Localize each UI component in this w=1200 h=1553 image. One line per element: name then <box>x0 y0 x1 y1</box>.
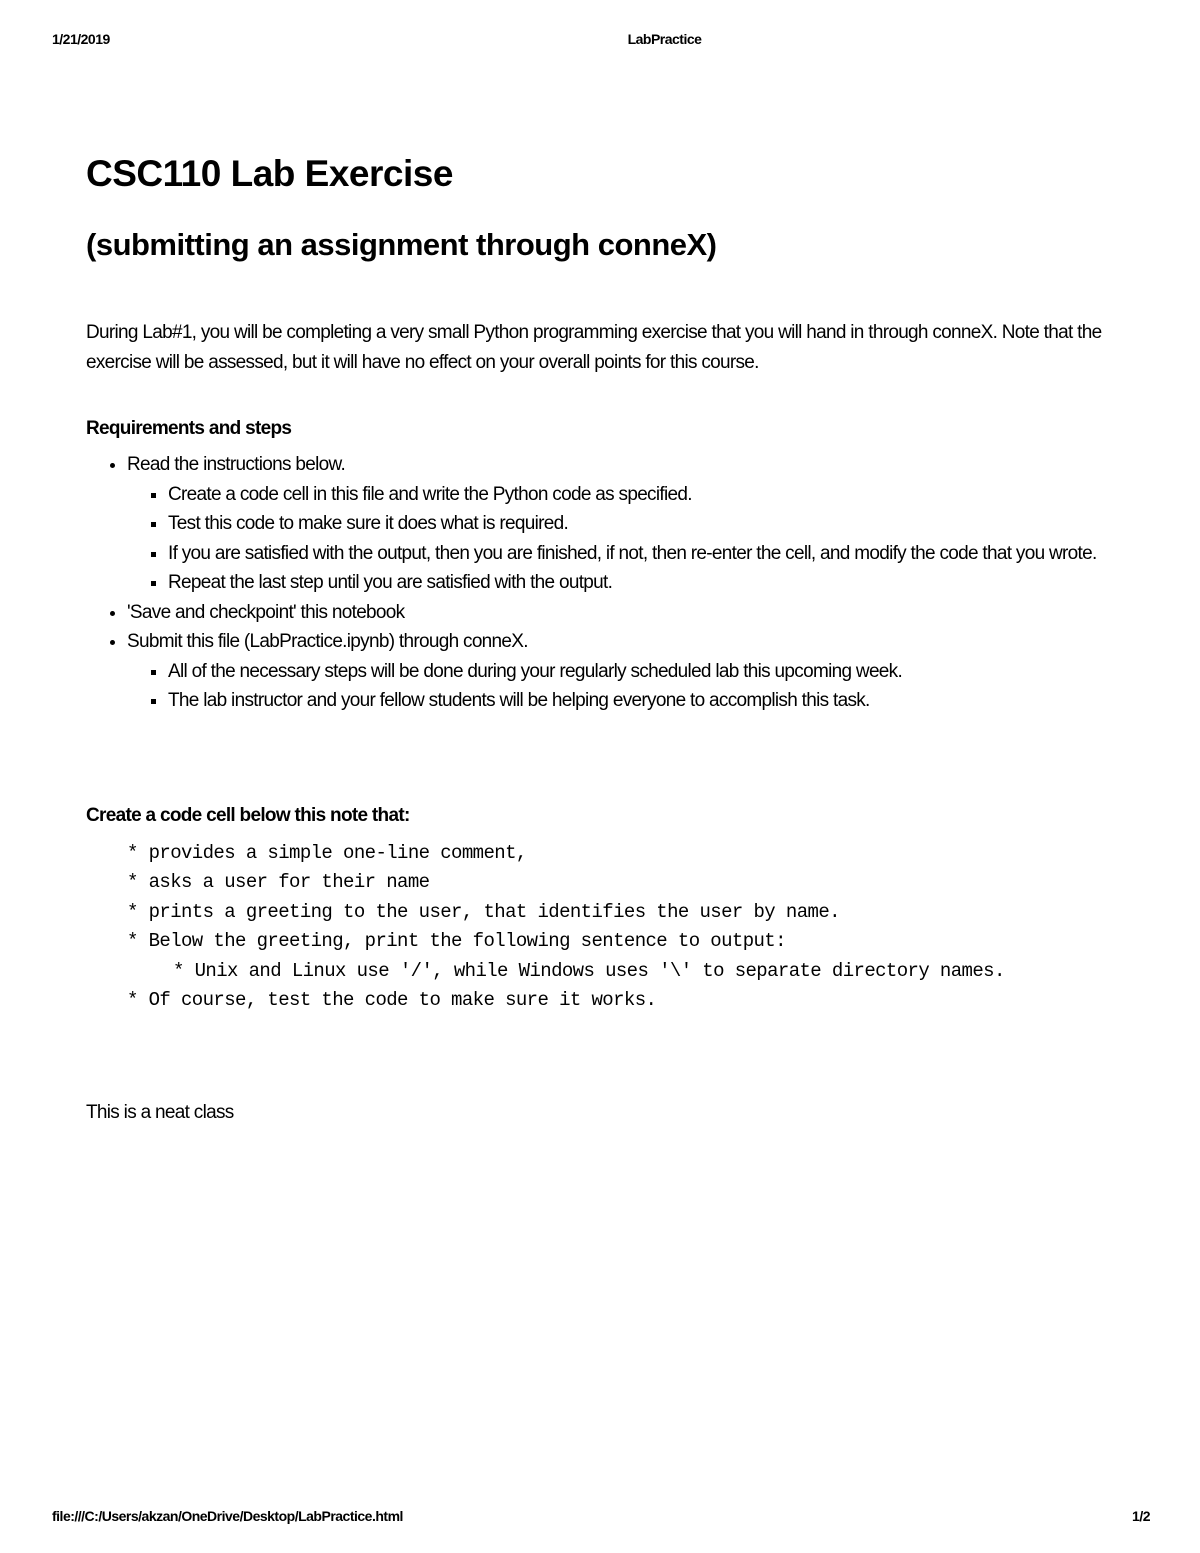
print-file-url: file:///C:/Users/akzan/OneDrive/Desktop/LabPractice.html <box>52 1508 403 1524</box>
code-line: * Below the greeting, print the following sentence to output: <box>127 930 786 952</box>
step-label: Submit this file (LabPractice.ipynb) through conneX. <box>127 631 528 652</box>
substeps-list <box>127 480 1126 598</box>
document-title: CSC110 Lab Exercise <box>86 153 453 194</box>
intro-paragraph: During Lab#1, you will be completing a very small Python programming exercise that you will hand in through conneX. Note that the exercise will be assessed, but it will have no effect on your overall points for this course. <box>86 322 1102 373</box>
print-date: 1/21/2019 <box>52 31 110 47</box>
document-body <box>86 150 1126 1128</box>
print-page-title: LabPractice <box>627 31 702 47</box>
code-line: * provides a simple one-line comment, <box>127 841 527 864</box>
list-item: ▪ Create a code cell in this file and write the Python code as specified. <box>168 480 1126 510</box>
document-subtitle: (submitting an assignment through conneX) <box>86 227 717 262</box>
print-page-number: 1/2 <box>1132 1508 1150 1524</box>
steps-list <box>86 450 1126 716</box>
code-line: * Of course, test the code to make sure it works. <box>127 989 657 1011</box>
step-label: 'Save and checkpoint' this notebook <box>127 601 405 623</box>
list-item: ▪ Repeat the last step until you are satisfied with the output. <box>168 568 1126 598</box>
list-item <box>127 450 1126 598</box>
step-label: Read the instructions below. <box>127 454 346 475</box>
code-line: * asks a user for their name <box>127 871 430 893</box>
list-item <box>127 598 1126 628</box>
code-instructions-block <box>86 839 1126 1016</box>
list-item: ▪ If you are satisfied with the output, then you are finished, if not, then re-enter the cell, and modify the code that you wrote. <box>168 539 1126 569</box>
substeps-list <box>127 657 1126 716</box>
code-instructions-heading: Create a code cell below this note that: <box>86 804 410 826</box>
list-item: ▪ The lab instructor and your fellow students will be helping everyone to accomplish this task. <box>168 686 1126 716</box>
requirements-heading: Requirements and steps <box>86 418 292 439</box>
list-item <box>127 627 1126 716</box>
code-line: * Unix and Linux use '/', while Windows uses '\' to separate directory names. <box>173 959 1005 982</box>
list-item: ▪ All of the necessary steps will be done during your regularly scheduled lab this upcoming week. <box>168 657 1126 687</box>
list-item: ▪ Test this code to make sure it does what is required. <box>168 509 1126 539</box>
closing-note: This is a neat class <box>86 1101 234 1123</box>
code-line: * prints a greeting to the user, that identifies the user by name. <box>127 900 840 923</box>
